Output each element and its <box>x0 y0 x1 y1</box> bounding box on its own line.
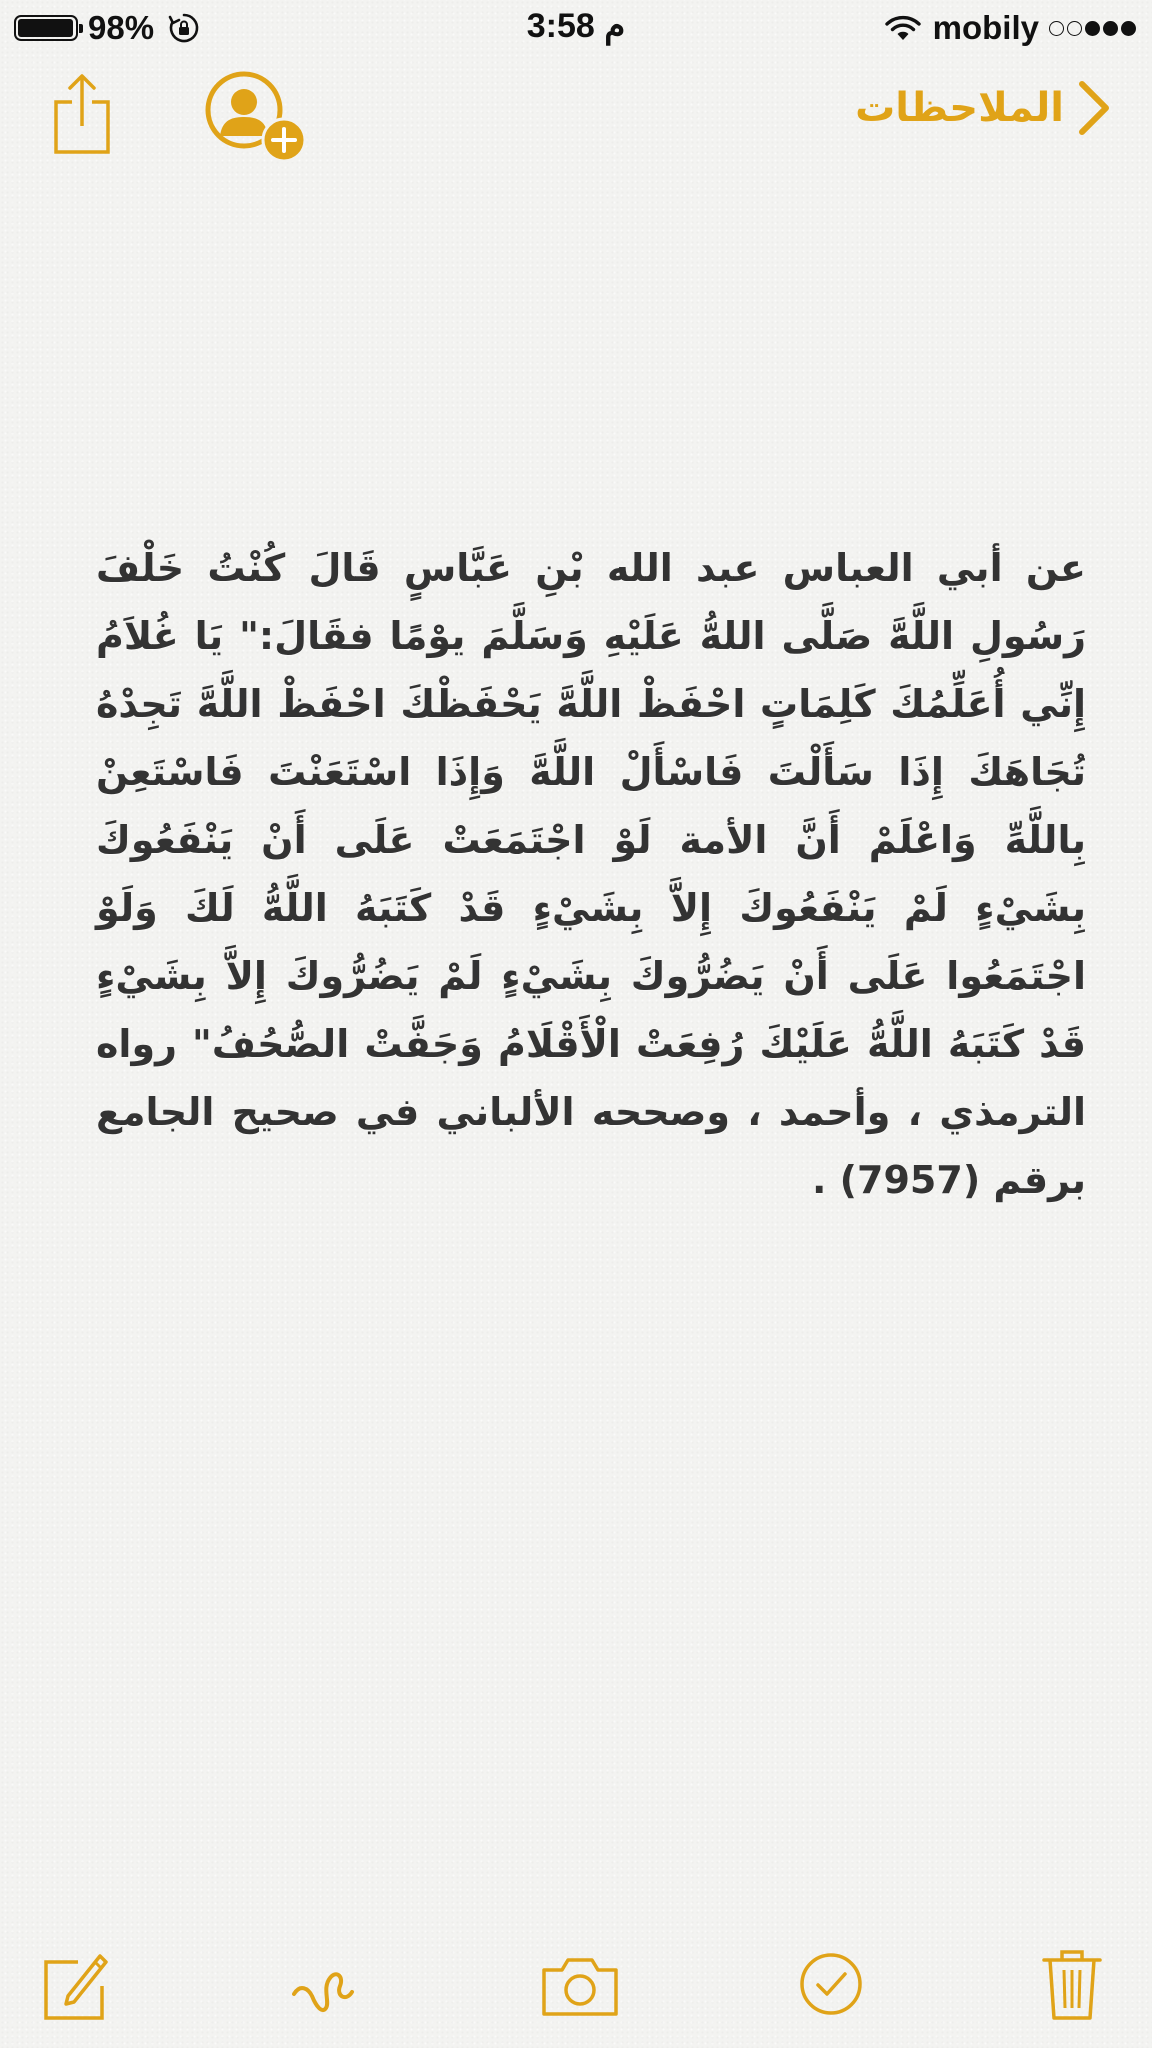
carrier-name: mobily <box>932 9 1039 46</box>
compose-icon <box>40 1944 110 2024</box>
signal-dot <box>1049 21 1064 36</box>
status-bar <box>0 0 1152 58</box>
chevron-left-icon <box>1076 80 1110 136</box>
trash-button[interactable] <box>1040 1944 1104 2024</box>
camera-icon <box>538 1944 622 2024</box>
checklist-icon <box>796 1944 866 2024</box>
note-text[interactable]: عن أبي العباس عبد الله بْنِ عَبَّاسٍ قَالَ كُنْتُ خَلْفَ رَسُولِ اللَّهَّ صَلَّى اللهُّ عَلَيْهِ وَسَلَّمَ يوْمًا فقَالَ:" يَا غُلاَمُ إِنِّي أُعَلِّمُكَ كَلِمَاتٍ احْفَظْ اللَّهَّ يَحْفَظْكَ احْفَظْ اللَّهَّ تَجِدْهُ تُجَاهَكَ إِذَا سَأَلْتَ فَاسْأَلْ اللَّهَّ وَإِذَا اسْتَعَنْتَ فَاسْتَعِنْ بِاللَّهِّ وَاعْلَمْ أَنَّ الأمة لَوْ اجْتَمَعَتْ عَلَى أَنْ يَنْفَعُوكَ بِشَيْءٍ لَمْ يَنْفَعُوكَ إِلاَّ بِشَيْءٍ قَدْ كَتَبَهُ اللَّهُّ لَكَ وَلَوْ اجْتَمَعُوا عَلَى أَنْ يَضُرُّوكَ بِشَيْءٍ لَمْ يَضُرُّوكَ إِلاَّ بِشَيْءٍ قَدْ كَتَبَهُ اللَّهُّ عَلَيْكَ رُفِعَتْ الْأَقْلَامُ وَجَفَّتْ الصُّحُفُ" رواه الترمذي ، وأحمد ، وصححه الألباني في صحيح الجامع برقم (7957) . <box>82 546 1086 1202</box>
share-icon <box>52 72 112 156</box>
add-person-icon <box>204 70 310 164</box>
signal-dot <box>1067 21 1082 36</box>
share-button[interactable] <box>52 72 112 156</box>
battery-percent: 98% <box>88 9 155 46</box>
trash-icon <box>1040 1944 1104 2024</box>
compose-button[interactable] <box>40 1944 110 2024</box>
sketch-button[interactable] <box>286 1944 366 2024</box>
wifi-icon <box>885 14 921 42</box>
sketch-icon <box>286 1944 366 2024</box>
status-right <box>885 8 1136 48</box>
signal-dot <box>1103 21 1118 36</box>
back-button[interactable] <box>855 80 1110 136</box>
checklist-button[interactable] <box>796 1944 866 2024</box>
nav-bar <box>0 58 1152 168</box>
signal-dot <box>1085 21 1100 36</box>
signal-dot <box>1121 21 1136 36</box>
add-person-button[interactable] <box>204 70 310 164</box>
signal-dots-icon <box>1049 21 1136 36</box>
bottom-toolbar <box>0 1940 1152 2030</box>
camera-button[interactable] <box>538 1944 622 2024</box>
status-time: 3:58 م <box>526 7 626 45</box>
back-label: الملاحظات <box>855 85 1064 131</box>
